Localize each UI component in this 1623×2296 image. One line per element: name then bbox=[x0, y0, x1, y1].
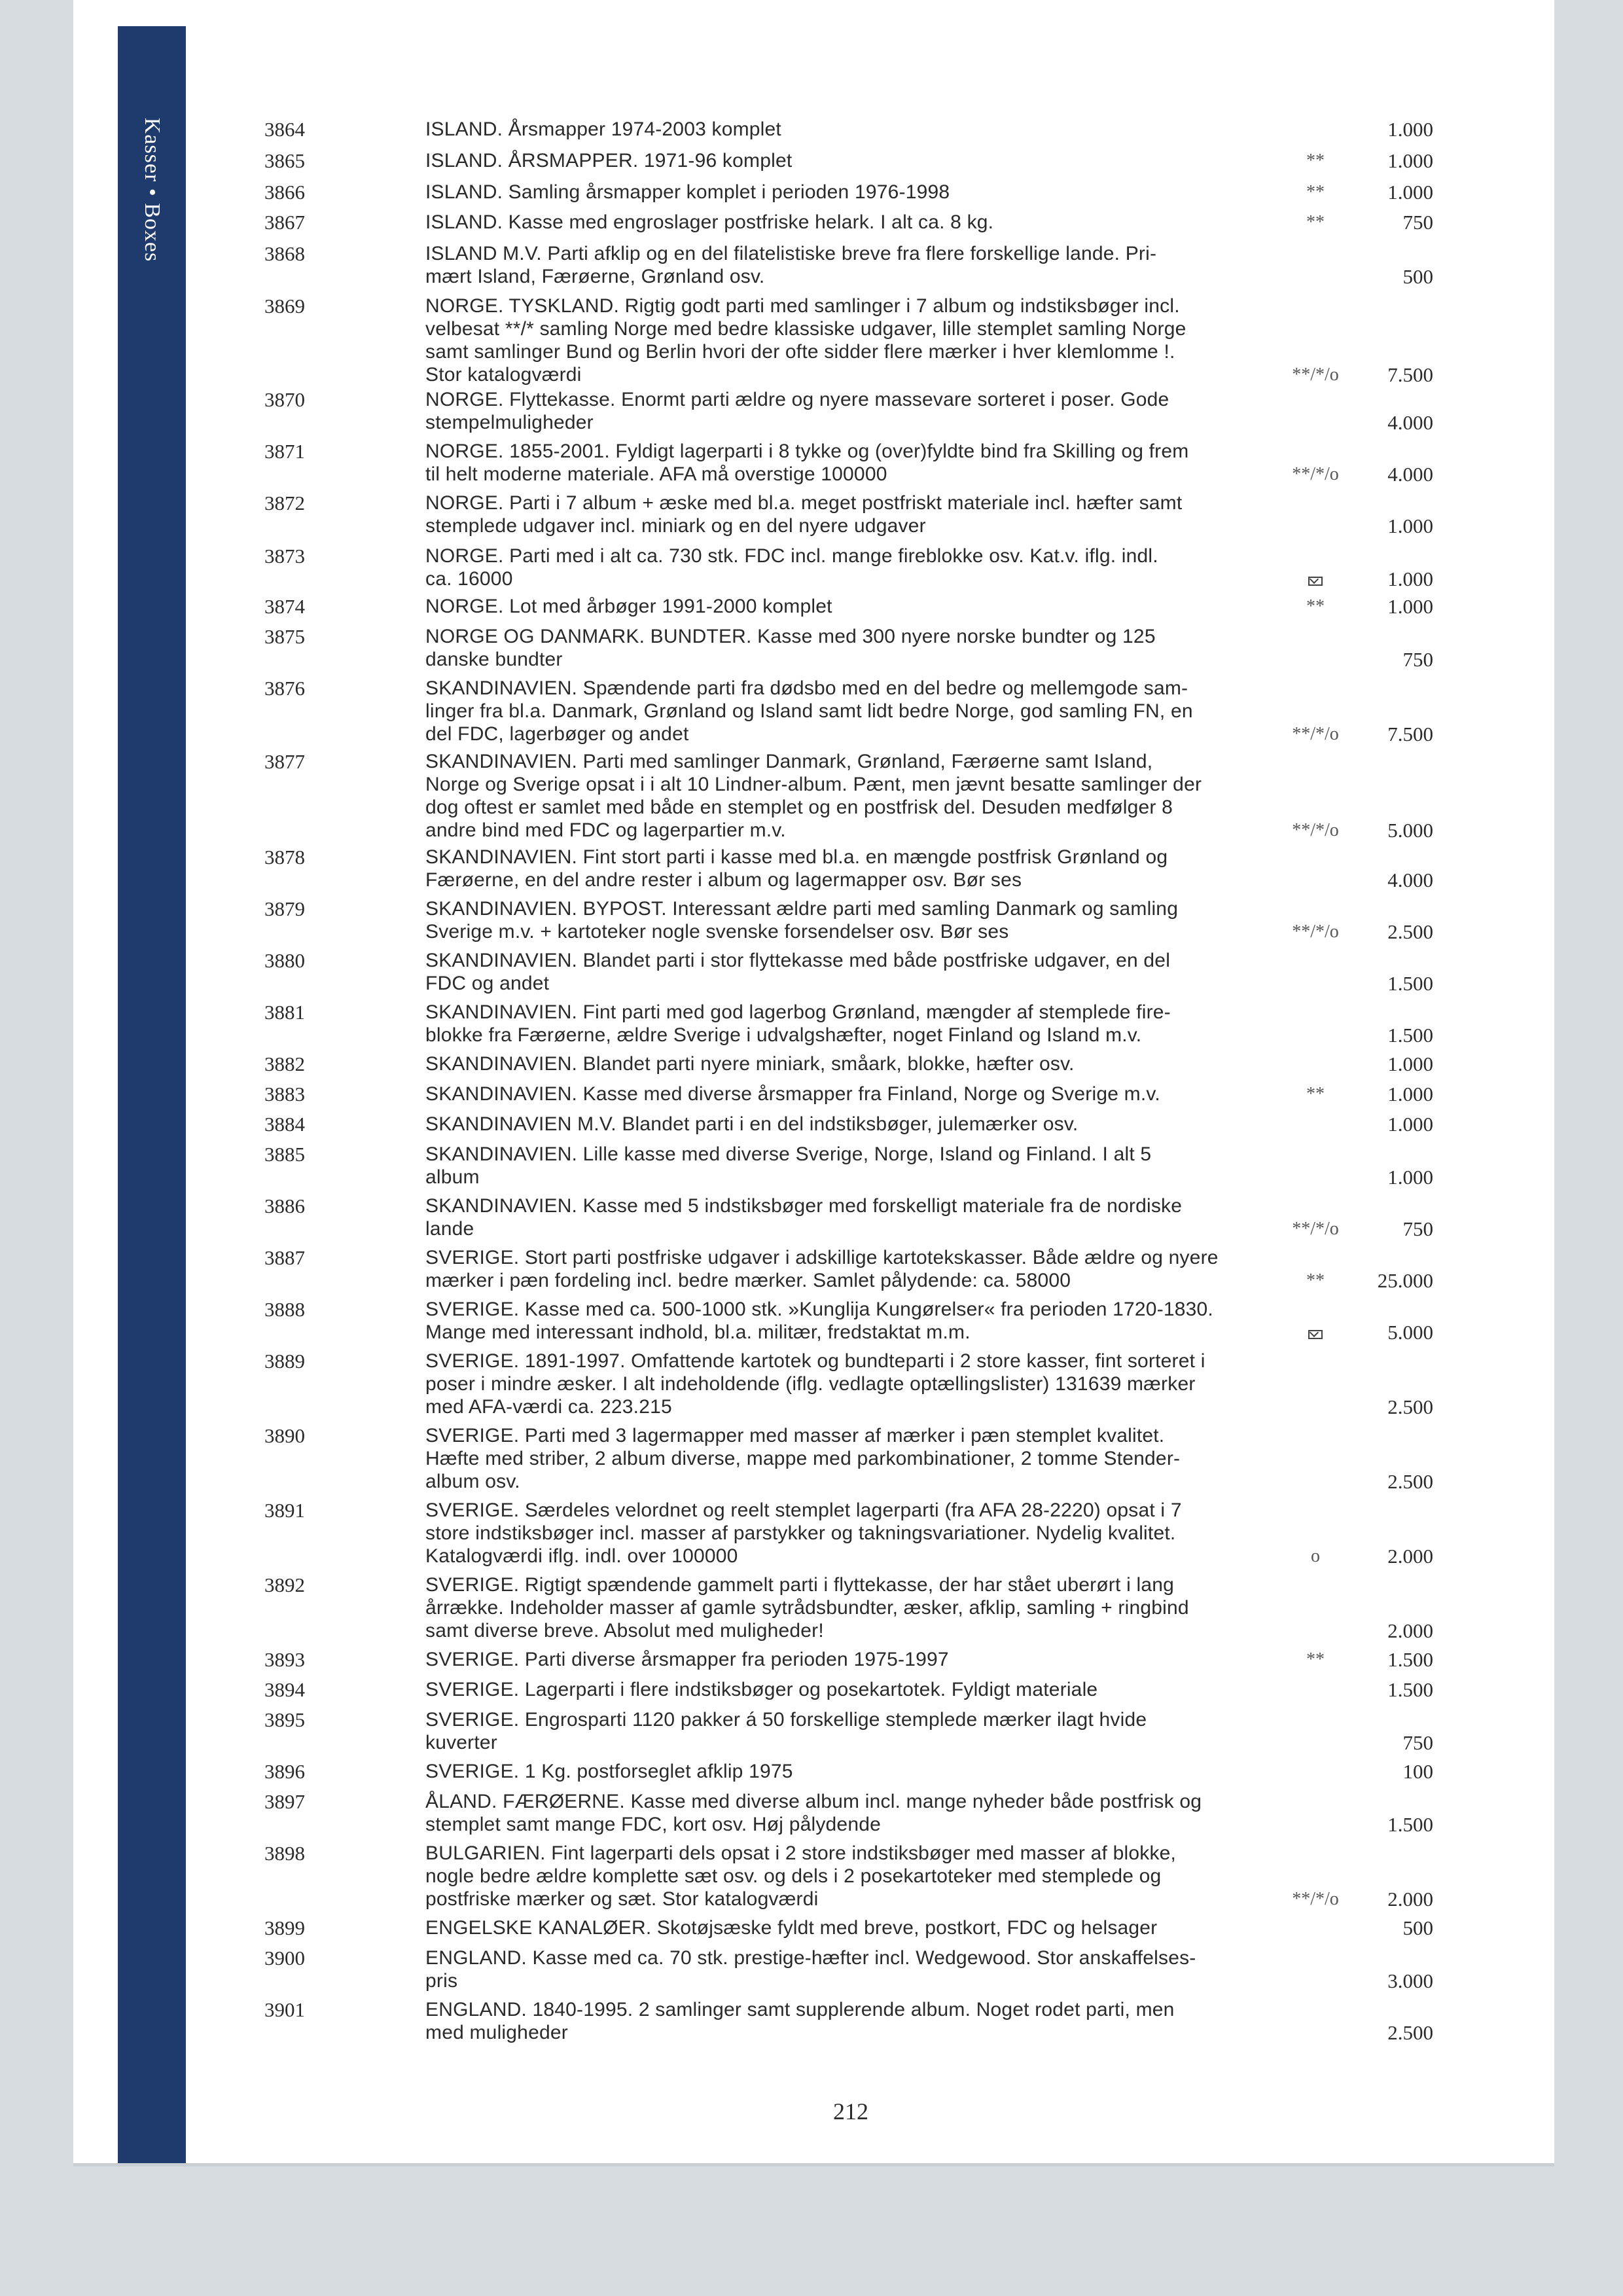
lot-number: 3893 bbox=[264, 1648, 305, 1671]
lot-description bbox=[425, 750, 1276, 842]
lot-estimate: 1.500 bbox=[1387, 1648, 1433, 1671]
lot-description-line: album bbox=[425, 1166, 480, 1188]
page-number: 212 bbox=[833, 2098, 868, 2125]
lot-description-line: stemplede udgaver incl. miniark og en del nyere udgaver bbox=[425, 515, 926, 537]
lot-description-line: Færøerne, en del andre rester i album og lagermapper osv. Bør ses bbox=[425, 869, 1022, 891]
lot-number: 3880 bbox=[264, 949, 305, 972]
lot-number: 3899 bbox=[264, 1916, 305, 1939]
lot-estimate: 4.000 bbox=[1387, 869, 1433, 891]
lot-estimate: 1.000 bbox=[1387, 567, 1433, 590]
lot-condition: **/*/o bbox=[1292, 820, 1339, 840]
lot-description-line: dog oftest er samlet med både en stemplet og en postfrisk del. Desuden medfølger 8 bbox=[425, 797, 1173, 818]
lot-estimate: 500 bbox=[1402, 265, 1433, 288]
lot-description-line: NORGE. Flyttekasse. Enormt parti ældre og nyere massevare sorteret i poser. Gode bbox=[425, 389, 1169, 410]
lot-number: 3867 bbox=[264, 211, 305, 234]
lot-description-line: NORGE OG DANMARK. BUNDTER. Kasse med 300 nyere norske bundter og 125 bbox=[425, 626, 1156, 647]
lot-description-line: med muligheder bbox=[425, 2022, 568, 2043]
lot-estimate: 2.500 bbox=[1387, 920, 1433, 943]
lot-description bbox=[425, 1298, 1276, 1344]
lot-number: 3896 bbox=[264, 1760, 305, 1783]
lot-condition: **/*/o bbox=[1292, 464, 1339, 484]
lot-description-line: ENGLAND. 1840-1995. 2 samlinger samt supplerende album. Noget rodet parti, men bbox=[425, 1999, 1175, 2020]
lot-condition: ** bbox=[1306, 182, 1325, 202]
lot-estimate: 1.000 bbox=[1387, 595, 1433, 618]
lot-number: 3864 bbox=[264, 118, 305, 141]
lot-description-line: SKANDINAVIEN. Spændende parti fra dødsbo med en del bedre og mellemgode sam- bbox=[425, 677, 1188, 699]
lot-estimate: 7.500 bbox=[1387, 363, 1433, 386]
lot-description-line: SVERIGE. Parti diverse årsmapper fra perioden 1975-1997 bbox=[425, 1649, 949, 1670]
lot-description-line: NORGE. Parti med i alt ca. 730 stk. FDC incl. mange fireblokke osv. Kat.v. iflg. indl. bbox=[425, 545, 1158, 567]
lot-description-line: Stor katalogværdi bbox=[425, 364, 582, 386]
lot-description-line: store indstiksbøger incl. masser af parstykker og takningsvariationer. Nydelig kvalitet. bbox=[425, 1522, 1176, 1544]
lot-description-line: BULGARIEN. Fint lagerparti dels opsat i 2 store indstiksbøger med masser af blokke, bbox=[425, 1842, 1177, 1864]
lot-description-line: album osv. bbox=[425, 1471, 520, 1492]
lot-description-line: Norge og Sverige opsat i i alt 10 Lindner-album. Pænt, men jævnt besatte samlinger der bbox=[425, 774, 1202, 795]
lot-description bbox=[425, 1143, 1276, 1189]
lot-estimate: 2.000 bbox=[1387, 1888, 1433, 1910]
lot-number: 3869 bbox=[264, 295, 305, 317]
lot-number: 3870 bbox=[264, 388, 305, 411]
lot-estimate: 1.000 bbox=[1387, 514, 1433, 537]
side-tab-label: Kasser • Boxes bbox=[140, 117, 164, 262]
lot-estimate: 1.500 bbox=[1387, 1678, 1433, 1701]
lot-description-line: ISLAND M.V. Parti afklip og en del filatelistiske breve fra flere forskellige lande. Pri- bbox=[425, 243, 1157, 264]
lot-description-line: ÅLAND. FÆRØERNE. Kasse med diverse album incl. mange nyheder både postfrisk og bbox=[425, 1791, 1202, 1812]
lot-number: 3868 bbox=[264, 242, 305, 265]
lot-condition: **/*/o bbox=[1292, 922, 1339, 942]
lot-estimate: 1.500 bbox=[1387, 972, 1433, 995]
lot-description bbox=[425, 242, 1276, 288]
lot-description-line: NORGE. 1855-2001. Fyldigt lagerparti i 8 tykke og (over)fyldte bind fra Skilling og frem bbox=[425, 440, 1189, 462]
lot-description bbox=[425, 440, 1276, 486]
lot-estimate: 2.000 bbox=[1387, 1545, 1433, 1568]
lot-description-line: SVERIGE. 1 Kg. postforseglet afklip 1975 bbox=[425, 1761, 793, 1782]
lot-number: 3891 bbox=[264, 1499, 305, 1522]
lot-description bbox=[425, 1246, 1276, 1292]
lot-description-line: ca. 16000 bbox=[425, 568, 513, 590]
lot-description bbox=[425, 1052, 1276, 1075]
lot-description-line: SVERIGE. Kasse med ca. 500-1000 stk. »Kunglija Kungørelser« fra perioden 1720-1830. bbox=[425, 1299, 1213, 1320]
lot-estimate: 2.500 bbox=[1387, 1470, 1433, 1493]
lot-description bbox=[425, 1708, 1276, 1754]
lot-estimate: 1.000 bbox=[1387, 1113, 1433, 1136]
lot-estimate: 1.000 bbox=[1387, 149, 1433, 172]
lot-condition: **/*/o bbox=[1292, 365, 1339, 385]
lot-estimate: 3.000 bbox=[1387, 1969, 1433, 1992]
lot-estimate: 1.500 bbox=[1387, 1024, 1433, 1047]
lot-description-line: blokke fra Færøerne, ældre Sverige i udvalgshæfter, noget Finland og Island m.v. bbox=[425, 1024, 1142, 1046]
lot-number: 3898 bbox=[264, 1842, 305, 1865]
lot-condition: ** bbox=[1306, 1649, 1325, 1670]
lot-estimate: 7.500 bbox=[1387, 723, 1433, 745]
lot-estimate: 1.000 bbox=[1387, 1083, 1433, 1105]
lot-description bbox=[425, 1194, 1276, 1240]
lot-description bbox=[425, 949, 1276, 995]
lot-description bbox=[425, 846, 1276, 891]
lot-condition: o bbox=[1311, 1546, 1320, 1566]
lot-description bbox=[425, 545, 1276, 590]
lot-description-line: del FDC, lagerbøger og andet bbox=[425, 723, 689, 745]
lot-description-line: SKANDINAVIEN. Parti med samlinger Danmark, Grønland, Færøerne samt Island, bbox=[425, 751, 1153, 772]
lot-description-line: samt samlinger Bund og Berlin hvori der ofte sidder flere mærker i hver klemlomme !. bbox=[425, 341, 1175, 363]
lot-description-line: SVERIGE. 1891-1997. Omfattende kartotek og bundteparti i 2 store kasser, fint sorteret i bbox=[425, 1350, 1205, 1372]
lot-number: 3875 bbox=[264, 625, 305, 648]
lot-description-line: Sverige m.v. + kartoteker nogle svenske forsendelser osv. Bør ses bbox=[425, 921, 1009, 942]
page-edge-shadow bbox=[73, 2163, 1554, 2166]
lot-condition: ** bbox=[1306, 1084, 1325, 1104]
lot-description bbox=[425, 897, 1276, 943]
lot-condition: ** bbox=[1306, 151, 1325, 171]
lot-number: 3884 bbox=[264, 1113, 305, 1136]
lot-description-line: SVERIGE. Rigtigt spændende gammelt parti i flyttekasse, der har stået uberørt i lang bbox=[425, 1574, 1174, 1596]
lot-number: 3876 bbox=[264, 677, 305, 700]
lot-number: 3879 bbox=[264, 897, 305, 920]
lot-number: 3866 bbox=[264, 181, 305, 204]
lot-estimate: 4.000 bbox=[1387, 463, 1433, 486]
lot-estimate: 2.500 bbox=[1387, 2021, 1433, 2044]
lot-estimate: 750 bbox=[1402, 648, 1433, 671]
lot-number: 3901 bbox=[264, 1998, 305, 2021]
lot-description bbox=[425, 295, 1276, 386]
lot-description bbox=[425, 595, 1276, 618]
lot-number: 3890 bbox=[264, 1424, 305, 1447]
lot-description-line: andre bind med FDC og lagerpartier m.v. bbox=[425, 819, 786, 841]
lot-description bbox=[425, 181, 1276, 204]
lot-description bbox=[425, 211, 1276, 234]
lot-estimate: 500 bbox=[1402, 1916, 1433, 1939]
lot-description bbox=[425, 388, 1276, 434]
lot-number: 3895 bbox=[264, 1708, 305, 1731]
lot-estimate: 750 bbox=[1402, 1217, 1433, 1240]
lot-description-line: mært Island, Færøerne, Grønland osv. bbox=[425, 266, 765, 287]
lot-number: 3871 bbox=[264, 440, 305, 463]
lot-description bbox=[425, 1573, 1276, 1642]
lot-description-line: pris bbox=[425, 1970, 458, 1992]
lot-estimate: 2.500 bbox=[1387, 1395, 1433, 1418]
lot-number: 3897 bbox=[264, 1790, 305, 1813]
lot-description bbox=[425, 149, 1276, 172]
lot-description-line: ENGLAND. Kasse med ca. 70 stk. prestige-hæfter incl. Wedgewood. Stor anskaffelses- bbox=[425, 1947, 1196, 1969]
lot-description-line: NORGE. Parti i 7 album + æske med bl.a. meget postfriskt materiale incl. hæfter samt bbox=[425, 492, 1183, 514]
lot-description bbox=[425, 1678, 1276, 1701]
lot-description bbox=[425, 677, 1276, 745]
lot-number: 3892 bbox=[264, 1573, 305, 1596]
lot-number: 3894 bbox=[264, 1678, 305, 1701]
lot-description bbox=[425, 1499, 1276, 1568]
lot-number: 3885 bbox=[264, 1143, 305, 1166]
lot-number: 3872 bbox=[264, 492, 305, 514]
lot-description-line: ISLAND. Kasse med engroslager postfriske helark. I alt ca. 8 kg. bbox=[425, 211, 994, 233]
lot-description-line: SVERIGE. Engrosparti 1120 pakker á 50 forskellige stemplede mærker ilagt hvide bbox=[425, 1709, 1147, 1731]
lot-description-line: SKANDINAVIEN. Blandet parti i stor flyttekasse med både postfriske udgaver, en del bbox=[425, 950, 1171, 971]
lot-condition bbox=[1276, 1321, 1355, 1344]
lot-description-line: ISLAND. ÅRSMAPPER. 1971-96 komplet bbox=[425, 150, 793, 171]
lot-description-line: SKANDINAVIEN. Kasse med 5 indstiksbøger med forskelligt materiale fra de nordiske bbox=[425, 1195, 1183, 1217]
lot-description-line: Mange med interessant indhold, bl.a. militær, fredstaktat m.m. bbox=[425, 1321, 971, 1343]
lot-estimate: 1.500 bbox=[1387, 1813, 1433, 1836]
lot-description bbox=[425, 1001, 1276, 1047]
lot-description-line: ISLAND. Årsmapper 1974-2003 komplet bbox=[425, 118, 781, 140]
lot-estimate: 5.000 bbox=[1387, 819, 1433, 842]
lot-number: 3865 bbox=[264, 149, 305, 172]
lot-description bbox=[425, 118, 1276, 141]
lot-number: 3874 bbox=[264, 595, 305, 618]
lot-description-line: årrække. Indeholder masser af gamle sytrådsbundter, æsker, afklip, samling + ringbind bbox=[425, 1597, 1189, 1619]
lot-description bbox=[425, 1842, 1276, 1910]
lot-estimate: 750 bbox=[1402, 211, 1433, 234]
cover-envelope-icon bbox=[1308, 1330, 1323, 1339]
lot-description-line: kuverter bbox=[425, 1732, 497, 1753]
lot-number: 3886 bbox=[264, 1194, 305, 1217]
lot-description-line: SVERIGE. Parti med 3 lagermapper med masser af mærker i pæn stemplet kvalitet. bbox=[425, 1425, 1165, 1446]
lot-description-line: SKANDINAVIEN. Kasse med diverse årsmapper fra Finland, Norge og Sverige m.v. bbox=[425, 1083, 1160, 1105]
lot-description-line: stemplet samt mange FDC, kort osv. Høj pålydende bbox=[425, 1814, 881, 1835]
lot-description-line: mærker i pæn fordeling incl. bedre mærker. Samlet pålydende: ca. 58000 bbox=[425, 1270, 1071, 1291]
lot-condition: **/*/o bbox=[1292, 1219, 1339, 1239]
lot-description-line: linger fra bl.a. Danmark, Grønland og Island samt lidt bedre Norge, god samling FN, en bbox=[425, 700, 1193, 722]
lot-description-line: med AFA-værdi ca. 223.215 bbox=[425, 1396, 672, 1418]
lot-description-line: danske bundter bbox=[425, 649, 563, 670]
lot-description-line: SKANDINAVIEN. Blandet parti nyere miniark, småark, blokke, hæfter osv. bbox=[425, 1053, 1075, 1075]
lot-description bbox=[425, 1424, 1276, 1493]
lot-description bbox=[425, 1790, 1276, 1836]
lot-description-line: poser i mindre æsker. I alt indeholdende (iflg. vedlagte optællingslister) 131639 mærker bbox=[425, 1373, 1196, 1395]
lot-estimate: 5.000 bbox=[1387, 1321, 1433, 1344]
lot-number: 3888 bbox=[264, 1298, 305, 1321]
lot-description-line: SKANDINAVIEN. Fint stort parti i kasse med bl.a. en mængde postfrisk Grønland og bbox=[425, 846, 1168, 868]
lot-description bbox=[425, 1760, 1276, 1783]
lot-estimate: 1.000 bbox=[1387, 181, 1433, 204]
section-side-tab bbox=[118, 26, 186, 2163]
lot-description bbox=[425, 1113, 1276, 1136]
lot-estimate: 4.000 bbox=[1387, 411, 1433, 434]
lot-description-line: postfriske mærker og sæt. Stor katalogværdi bbox=[425, 1888, 819, 1910]
lot-condition bbox=[1276, 567, 1355, 590]
lot-description bbox=[425, 1916, 1276, 1939]
lot-estimate: 1.000 bbox=[1387, 1052, 1433, 1075]
lot-condition: ** bbox=[1306, 596, 1325, 617]
lot-number: 3900 bbox=[264, 1946, 305, 1969]
lot-description-line: FDC og andet bbox=[425, 973, 550, 994]
lot-condition: **/*/o bbox=[1292, 1889, 1339, 1909]
lot-description bbox=[425, 1998, 1276, 2044]
lot-description-line: ENGELSKE KANALØER. Skotøjsæske fyldt med breve, postkort, FDC og helsager bbox=[425, 1917, 1158, 1939]
lot-description-line: Katalogværdi iflg. indl. over 100000 bbox=[425, 1545, 738, 1567]
lot-description-line: nogle bedre ældre komplette sæt osv. og dels i 2 posekartoteker med stemplede og bbox=[425, 1865, 1162, 1887]
lot-estimate: 100 bbox=[1402, 1760, 1433, 1783]
lot-description-line: lande bbox=[425, 1218, 474, 1240]
lot-number: 3889 bbox=[264, 1350, 305, 1372]
lot-description bbox=[425, 492, 1276, 537]
lot-condition: ** bbox=[1306, 1270, 1325, 1291]
lot-description-line: SKANDINAVIEN. BYPOST. Interessant ældre parti med samling Danmark og samling bbox=[425, 898, 1179, 920]
lot-estimate: 1.000 bbox=[1387, 1166, 1433, 1189]
lot-description-line: ISLAND. Samling årsmapper komplet i perioden 1976-1998 bbox=[425, 181, 950, 203]
lot-description-line: SVERIGE. Særdeles velordnet og reelt stemplet lagerparti (fra AFA 28-2220) opsat i 7 bbox=[425, 1499, 1182, 1521]
lot-description bbox=[425, 1946, 1276, 1992]
lot-number: 3882 bbox=[264, 1052, 305, 1075]
lot-description-line: Hæfte med striber, 2 album diverse, mappe med parkombinationer, 2 tomme Stender- bbox=[425, 1448, 1181, 1469]
lot-description bbox=[425, 1083, 1276, 1105]
lot-number: 3878 bbox=[264, 846, 305, 869]
lot-estimate: 1.000 bbox=[1387, 118, 1433, 141]
lot-description-line: stempelmuligheder bbox=[425, 412, 594, 433]
lot-description-line: velbesat **/* samling Norge med bedre klassiske udgaver, lille stemplet samling Norge bbox=[425, 318, 1186, 340]
lot-description-line: NORGE. Lot med årbøger 1991-2000 komplet bbox=[425, 596, 832, 617]
lot-number: 3881 bbox=[264, 1001, 305, 1024]
lot-number: 3877 bbox=[264, 750, 305, 773]
lot-description bbox=[425, 1648, 1276, 1671]
lot-estimate: 2.000 bbox=[1387, 1619, 1433, 1642]
lot-number: 3887 bbox=[264, 1246, 305, 1269]
lot-number: 3883 bbox=[264, 1083, 305, 1105]
lot-estimate: 750 bbox=[1402, 1731, 1433, 1754]
lot-description-line: til helt moderne materiale. AFA må overstige 100000 bbox=[425, 463, 887, 485]
lot-estimate: 25.000 bbox=[1377, 1269, 1433, 1292]
lot-description bbox=[425, 1350, 1276, 1418]
lot-number: 3873 bbox=[264, 545, 305, 567]
lot-description-line: SKANDINAVIEN. Fint parti med god lagerbog Grønland, mængder af stemplede fire- bbox=[425, 1001, 1171, 1023]
lot-description-line: SVERIGE. Stort parti postfriske udgaver i adskillige kartotekskasser. Både ældre og nyere bbox=[425, 1247, 1219, 1268]
lot-condition: ** bbox=[1306, 212, 1325, 232]
lot-description-line: SVERIGE. Lagerparti i flere indstiksbøger og posekartotek. Fyldigt materiale bbox=[425, 1679, 1098, 1700]
lot-condition: **/*/o bbox=[1292, 724, 1339, 744]
lot-description-line: SKANDINAVIEN M.V. Blandet parti i en del indstiksbøger, julemærker osv. bbox=[425, 1113, 1079, 1135]
lot-description-line: samt diverse breve. Absolut med muligheder! bbox=[425, 1620, 824, 1641]
lot-description bbox=[425, 625, 1276, 671]
cover-envelope-icon bbox=[1308, 577, 1323, 586]
lot-description-line: NORGE. TYSKLAND. Rigtig godt parti med samlinger i 7 album og indstiksbøger incl. bbox=[425, 295, 1180, 317]
lot-description-line: SKANDINAVIEN. Lille kasse med diverse Sverige, Norge, Island og Finland. I alt 5 bbox=[425, 1143, 1152, 1165]
